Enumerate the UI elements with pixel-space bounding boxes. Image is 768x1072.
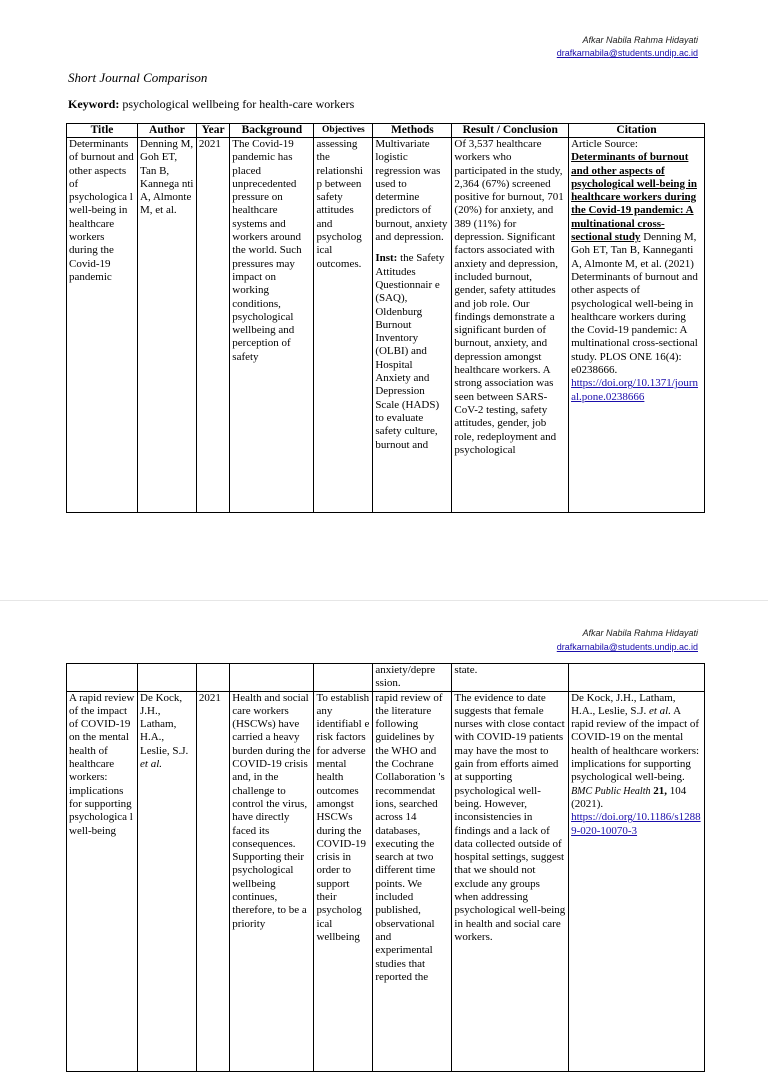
cell-title-empty <box>67 664 138 692</box>
methods-inst-label: Inst: <box>375 252 398 265</box>
table-row <box>67 138 705 513</box>
column-header-author: Author <box>138 124 197 138</box>
cell-result: state. <box>452 664 569 692</box>
cell-background: Health and social care workers (HSCWs) have carried a heavy burden during the COVID-19 crisis and, in the challenge to control the virus, have directly faced its consequences. Supporting their psychological wellbeing continues, therefore, to be a priority <box>230 691 314 1071</box>
cell-title: Determinants of burnout and other aspects of psychologica l well-being in healthcare workers during the Covid-19 pandemic <box>67 138 138 513</box>
cell-author: Denning M, Goh ET, Tan B, Kannega nti A, Almonte M, et al. <box>138 138 197 513</box>
methods-text: Multivariate logistic regression was used to determine predictors of burnout, anxiety and depression. <box>375 138 448 244</box>
cell-author <box>138 691 197 1071</box>
header-author-name: Afkar Nabila Rahma Hidayati <box>582 35 698 45</box>
cell-objectives: To establish any identifiabl e risk factors for adverse mental health outcomes amongst HSCWs during the COVID-19 crisis in order to support their psycholog ical wellbeing <box>314 691 373 1071</box>
column-header-result: Result / Conclusion <box>452 124 569 138</box>
page-2 <box>0 600 768 1025</box>
header-email-link[interactable]: drafkarnabila@students.undip.ac.id <box>556 48 698 58</box>
keyword-label: Keyword: <box>68 97 120 111</box>
table-row-continued <box>67 664 705 692</box>
cell-result: Of 3,537 healthcare workers who participated in the study, 2,364 (67%) screened positive for burnout, 701 (20%) for anxiety, and 389 (11%) for depression. Significant factors associated with anxiety and depression, included burnout, gender, safety attitudes and job role. Our findings demonstrate a significant burden of burnout, anxiety, and depression amongst healthcare workers. A strong association was seen between SARS-CoV-2 testing, safety attitudes, gender, job role, redeployment and psychological <box>452 138 569 513</box>
cell-result: The evidence to date suggests that female nurses with close contact with COVID-19 patients may have the most to gain from efforts aimed at supporting psychological well-being. However, inconsistencies in findings and a lack of data collected outside of hospital settings, suggest that we should not exclude any groups when addressing psychological well-being in health and social care workers. <box>452 691 569 1071</box>
column-header-objectives: Objectives <box>314 124 373 138</box>
table-header-row <box>67 124 705 138</box>
cell-background: The Covid-19 pandemic has placed unprecedented pressure on healthcare systems and workers around the world. Such pressures may impact on working conditions, psychological wellbeing and perception of safety <box>230 138 314 513</box>
author-etal: et al. <box>140 758 162 771</box>
column-header-citation: Citation <box>569 124 705 138</box>
citation-prefix: Article Source: <box>571 138 638 150</box>
keyword-value: psychological wellbeing for health-care workers <box>122 97 355 111</box>
header-author-name: Afkar Nabila Rahma Hidayati <box>582 628 698 638</box>
citation-title: A rapid review of the impact of COVID-19 on the mental health of healthcare workers: implications for supporting psychological well-being. <box>571 704 700 784</box>
cell-year: 2021 <box>196 691 229 1071</box>
table-row <box>67 691 705 1071</box>
cell-methods: rapid review of the literature following guidelines by the WHO and the Cochrane Collaboration 's recommendat ions, searched across 14 databases, executing the search at two different time points. We included published, observational and experimental studies that reported the <box>373 691 452 1071</box>
citation-doi-link[interactable]: https://doi.org/10.1186/s12889-020-10070-3 <box>571 811 701 837</box>
cell-citation <box>569 138 705 513</box>
document-title: Short Journal Comparison <box>68 70 208 85</box>
cell-citation <box>569 691 705 1071</box>
cell-citation-empty <box>569 664 705 692</box>
cell-year: 2021 <box>196 138 229 513</box>
citation-source-link[interactable]: Determinants of burnout and other aspects of psychological well-being in healthcare workers during the Covid-19 pandemic: A multinational cross-sectional study <box>571 151 697 244</box>
cell-methods: anxiety/depre ssion. <box>373 664 452 692</box>
cell-objectives: assessing the relationshi p between safety attitudes and psycholog ical outcomes. <box>314 138 373 513</box>
citation-etal: et al. <box>648 704 671 717</box>
header-email-link[interactable]: drafkarnabila@students.undip.ac.id <box>556 642 698 652</box>
cell-title: A rapid review of the impact of COVID-19 on the mental health of healthcare workers: implications for supporting psychologica l well-being <box>67 691 138 1071</box>
column-header-year: Year <box>196 124 229 138</box>
author-names: De Kock, J.H., Latham, H.A., Leslie, S.J. <box>140 691 189 757</box>
cell-background-empty <box>230 664 314 692</box>
citation-doi-link[interactable]: https://doi.org/10.1371/journal.pone.0238666 <box>571 377 698 403</box>
citation-authors: De Kock, J.H., Latham, H.A., Leslie, S.J. <box>571 691 676 717</box>
citation-journal: BMC Public Health <box>571 785 651 797</box>
cell-methods <box>373 138 452 513</box>
column-header-methods: Methods <box>373 124 452 138</box>
citation-volume: 21, <box>653 784 667 797</box>
column-header-background: Background <box>230 124 314 138</box>
cell-author-empty <box>138 664 197 692</box>
methods-instruments: the Safety Attitudes Questionnair e (SAQ), Oldenburg Burnout Inventory (OLBI) and Hospital Anxiety and Depression Scale (HADS) to evaluate safety culture, burnout and <box>375 252 445 451</box>
keyword-line <box>68 97 354 112</box>
comparison-table <box>66 123 705 513</box>
citation-text: Denning M, Goh ET, Tan B, Kanneganti A, Almonte M, et al. (2021) Determinants of burnout and other aspects of psychological well-being in healthcare workers during the Covid-19 pandemic: A multinational cross-sectional study. PLOS ONE 16(4): e0238666. <box>571 231 698 377</box>
cell-objectives-empty <box>314 664 373 692</box>
cell-year-empty <box>196 664 229 692</box>
column-header-title: Title <box>67 124 138 138</box>
citation-pages: 104 (2021). <box>571 784 687 810</box>
comparison-table-continued <box>66 663 705 1072</box>
